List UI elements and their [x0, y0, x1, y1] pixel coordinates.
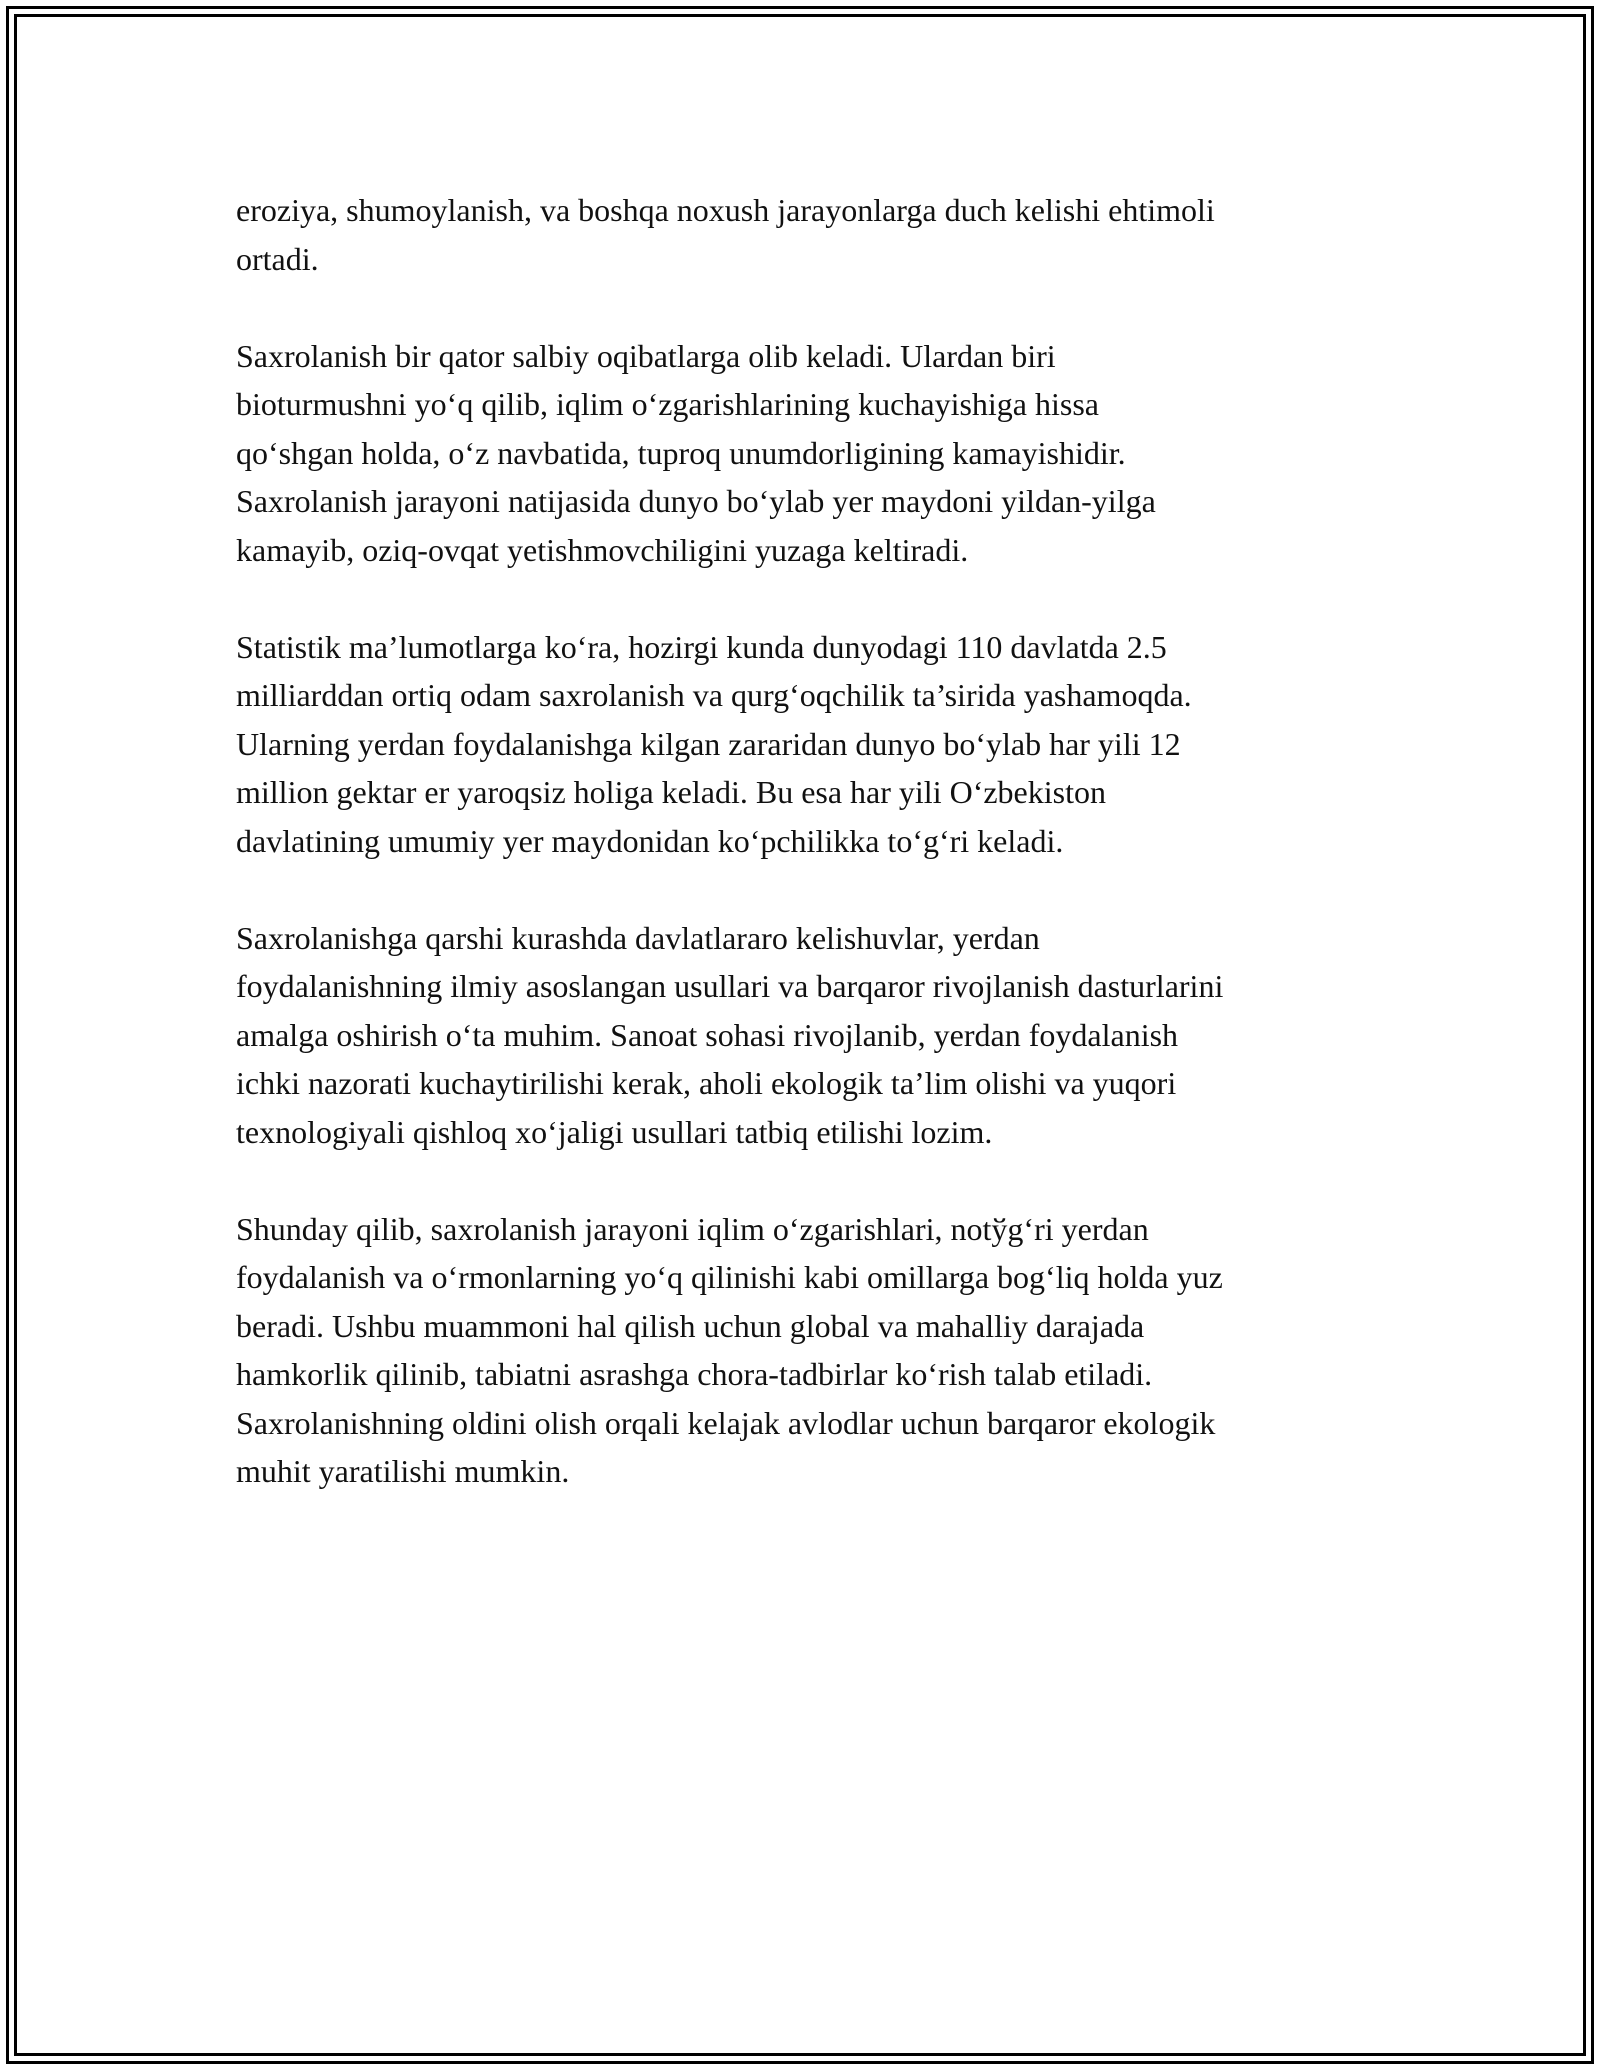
- text-line: davlatining umumiy yer maydonidan ko‘pchilikka to‘g‘ri keladi.: [236, 822, 1064, 859]
- text-line: foydalanish va o‘rmonlarning yo‘q qilinishi kabi omillarga bog‘liq holda yuz: [236, 1259, 1223, 1295]
- text-line: million gektar er yaroqsiz holiga keladi. Bu esa har yili O‘zbekiston: [236, 774, 1106, 810]
- text-line: kamayib, oziq-ovqat yetishmovchiligini yuzaga keltiradi.: [236, 531, 969, 568]
- paragraph-1: [236, 186, 1386, 283]
- text-line: ortadi.: [236, 240, 319, 277]
- text-line: Saxrolanish jarayoni natijasida dunyo bo‘ylab yer maydoni yildan-yilga: [236, 483, 1156, 519]
- text-line: muhit yaratilishi mumkin.: [236, 1453, 570, 1489]
- text-line: Saxrolanishning oldini olish orqali kelajak avlodlar uchun barqaror ekologik: [236, 1404, 1216, 1441]
- text-line: foydalanishning ilmiy asoslangan usullari va barqaror rivojlanish dasturlarini: [236, 968, 1224, 1004]
- text-line: Statistik ma’lumotlarga ko‘ra, hozirgi kunda dunyodagi 110 davlatda 2.5: [236, 628, 1167, 665]
- text-line: ichki nazorati kuchaytirilishi kerak, aholi ekologik ta’lim olishi va yuqori: [236, 1065, 1177, 1101]
- text-line: texnologiyali qishloq xo‘jaligi usullari tatbiq etilishi lozim.: [236, 1113, 993, 1150]
- text-line: bioturmushni yo‘q qilib, iqlim o‘zgarishlarining kuchayishiga hissa: [236, 386, 1099, 422]
- text-line: eroziya, shumoylanish, va boshqa noxush jarayonlarga duch kelishi ehtimoli: [236, 192, 1215, 228]
- paragraph-5: [236, 1205, 1386, 1496]
- text-line: amalga oshirish o‘ta muhim. Sanoat sohasi rivojlanib, yerdan foydalanish: [236, 1016, 1179, 1053]
- text-line: milliarddan ortiq odam saxrolanish va qurg‘oqchilik ta’sirida yashamoqda.: [236, 677, 1192, 713]
- text-line: hamkorlik qilinib, tabiatni asrashga chora-tadbirlar ko‘rish talab etiladi.: [236, 1356, 1153, 1392]
- paragraph-2: [236, 332, 1386, 575]
- text-line: Saxrolanishga qarshi kurashda davlatlararo kelishuvlar, yerdan: [236, 919, 1040, 956]
- paragraph-3: [236, 623, 1386, 866]
- paragraph-4: [236, 914, 1386, 1157]
- text-line: Shunday qilib, saxrolanish jarayoni iqlim o‘zgarishlari, notўg‘ri yerdan: [236, 1210, 1149, 1247]
- text-line: Ularning yerdan foydalanishga kilgan zararidan dunyo bo‘ylab har yili 12: [236, 725, 1181, 762]
- text-line: qo‘shgan holda, o‘z navbatida, tuproq unumdorligining kamayishidir.: [236, 434, 1126, 471]
- text-line: Saxrolanish bir qator salbiy oqibatlarga olib keladi. Ulardan biri: [236, 337, 1056, 374]
- document-body: [236, 186, 1386, 1544]
- text-line: beradi. Ushbu muammoni hal qilish uchun global va mahalliy darajada: [236, 1307, 1145, 1344]
